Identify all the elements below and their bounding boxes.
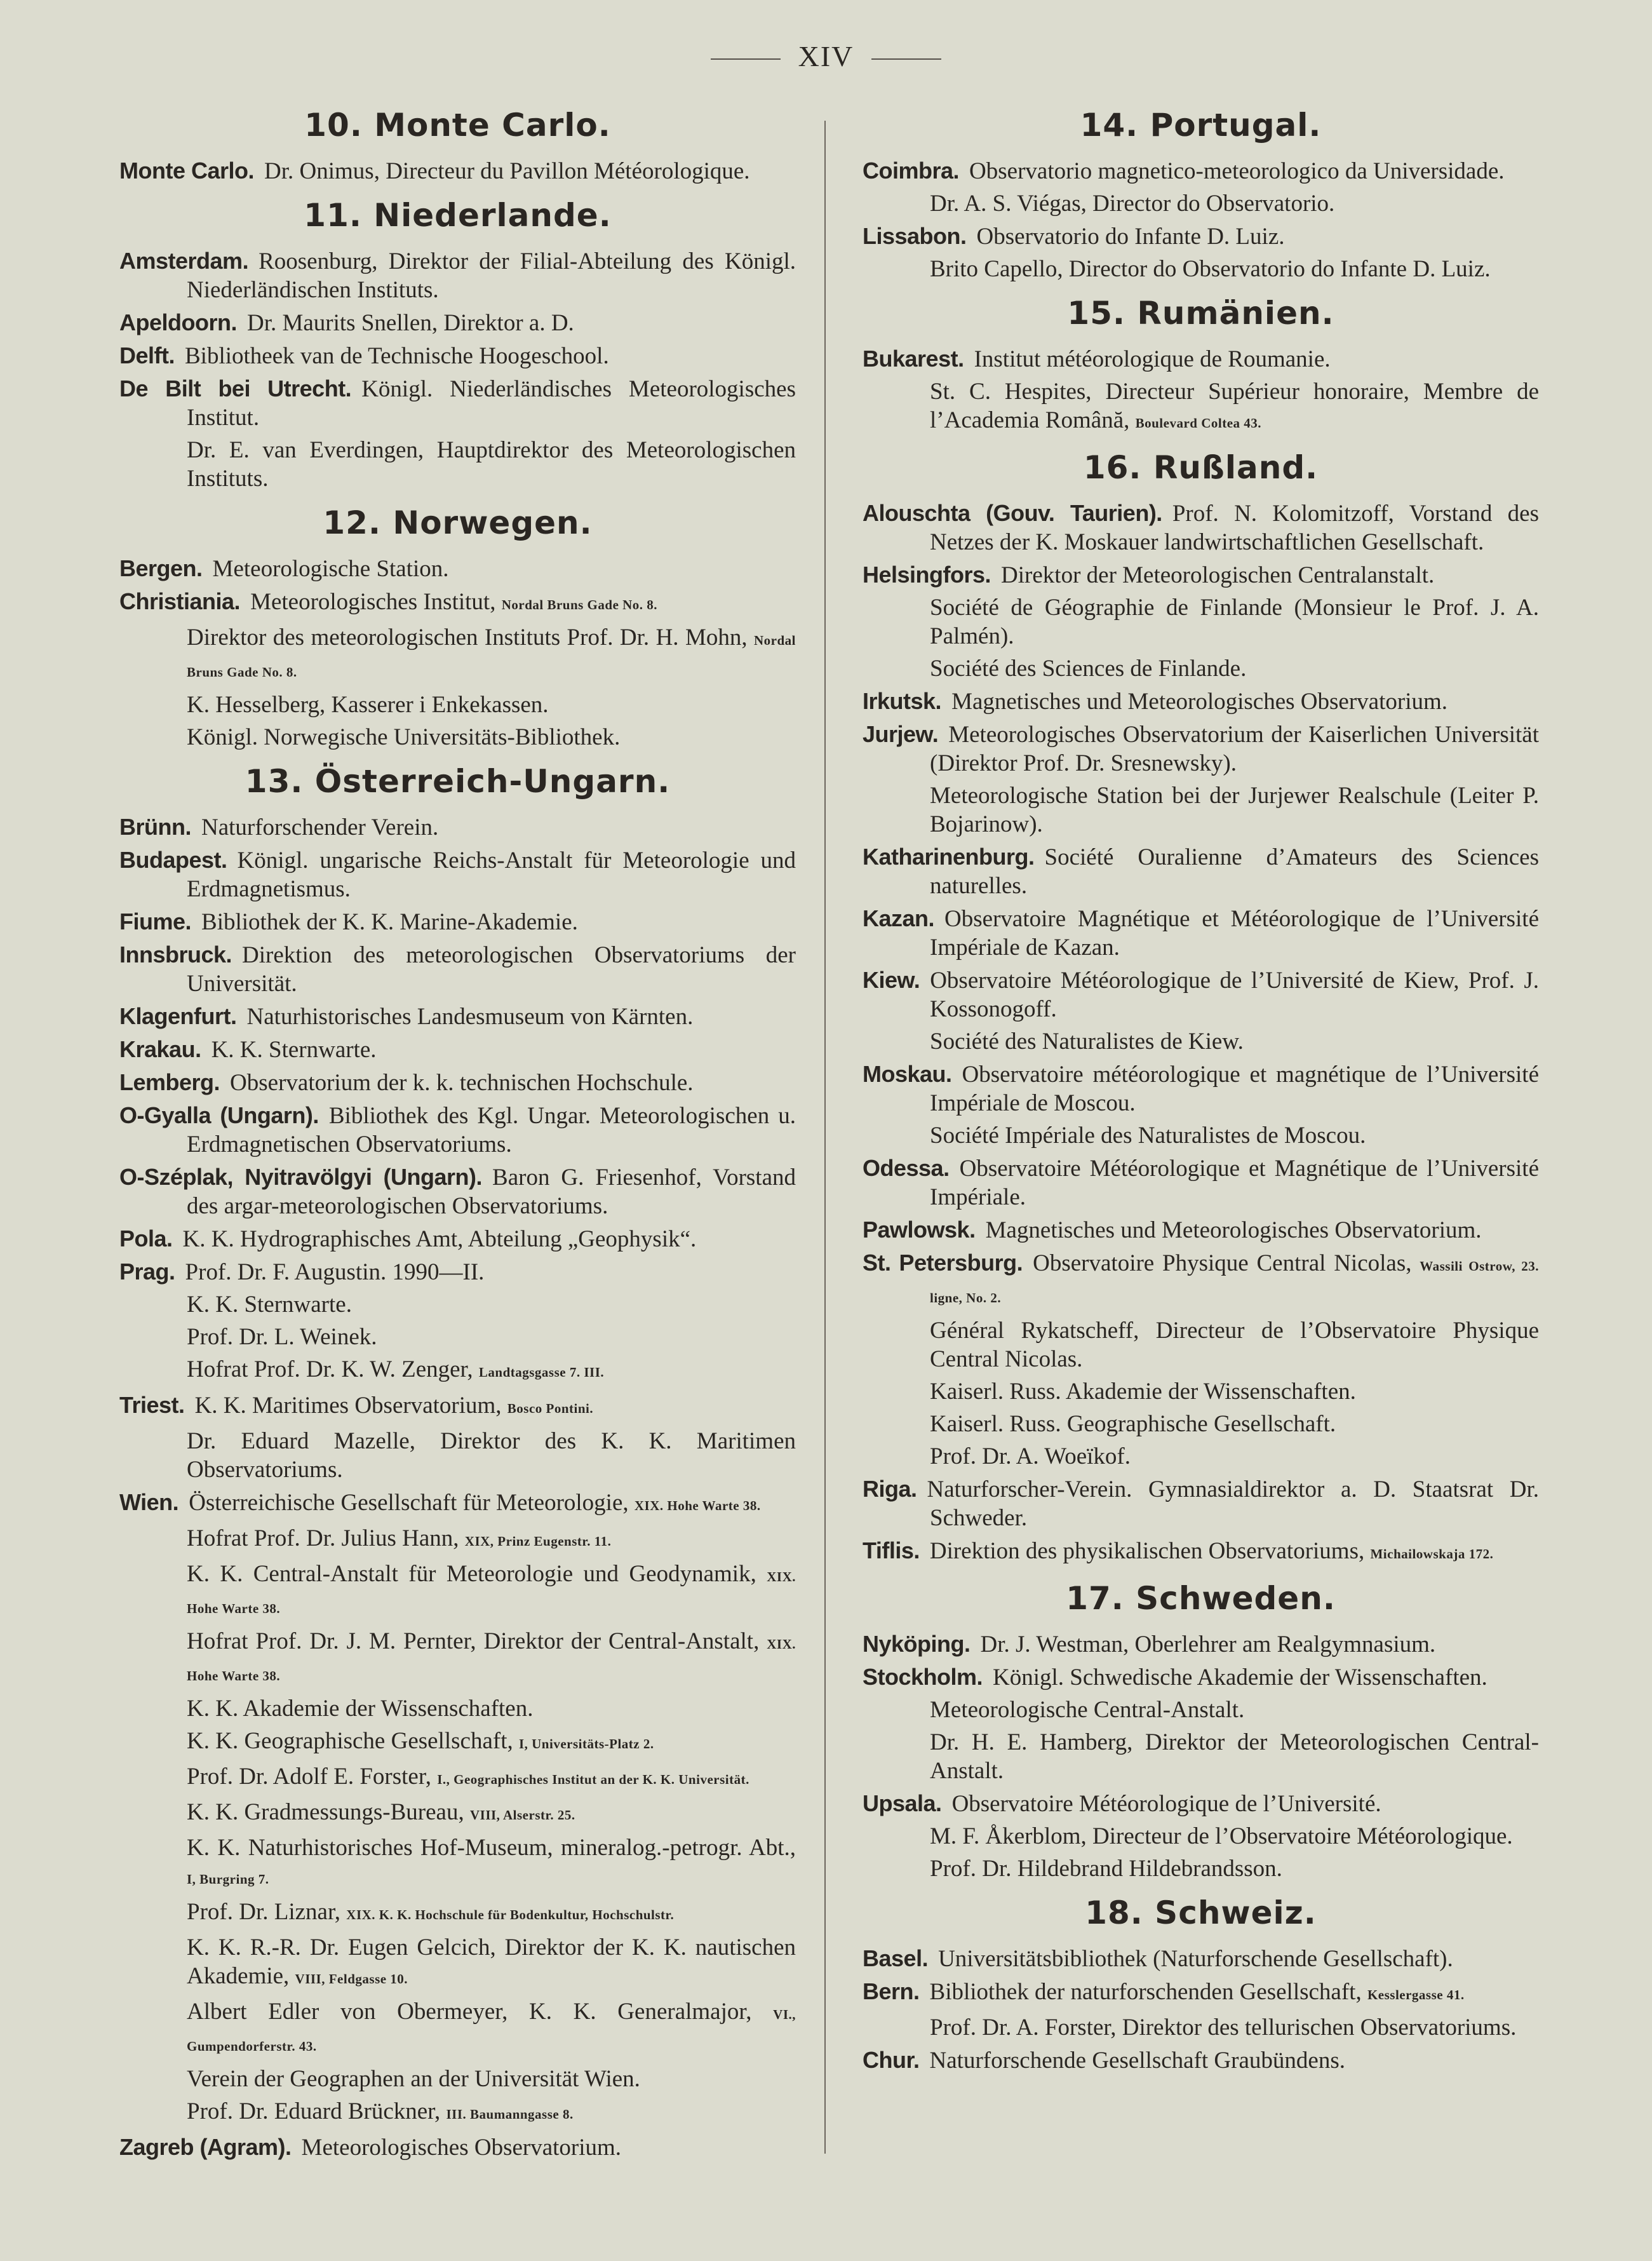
place-name: Kazan. [863,905,935,931]
directory-entry [119,1101,796,1159]
entry-text: Meteorologische Station. [212,556,449,582]
directory-entry [119,1035,796,1064]
place-name: Lissabon. [863,223,967,249]
entry-continuation [863,1027,1539,1056]
entry-text: Direktor des meteorologischen Instituts Prof. Dr. H. Mohn, [187,624,748,651]
entry-continuation [119,723,796,752]
directory-entry [863,1060,1539,1117]
address-note: Landtagsgasse 7. III. [478,1365,605,1380]
directory-entry [119,308,796,337]
address-note: VIII, Feldgasse 10. [295,1971,408,1987]
entry-text: Prof. Dr. A. Forster, Direktor des tellurischen Observatoriums. [930,2015,1517,2041]
directory-entry [119,1257,796,1286]
address-note: XIX. K. K. Hochschule für Bodenkultur, Hochschulstr. [346,1907,675,1922]
address-note: VI., Gumpendorferstr. 43. [187,2007,796,2054]
place-name: O-Gyalla (Ungarn). [119,1102,319,1128]
address-note: Michailowskaja 172. [1370,1546,1494,1562]
directory-entry [863,344,1539,374]
directory-entry [863,1248,1539,1313]
entry-text: Prof. N. Kolomitzoff, Vorstand des Netzes der K. Moskauer landwirtschaftlichen Gesellschaft. [930,501,1539,555]
place-name: Brünn. [119,814,191,840]
entry-continuation [863,255,1539,283]
place-name: Innsbruck. [119,942,232,968]
address-note: XIX. Hohe Warte 38. [187,1637,796,1684]
place-name: Stockholm. [863,1664,983,1690]
directory-entry [119,374,796,432]
place-name: Triest. [119,1392,185,1418]
entry-text: Bibliothek der naturforschenden Gesellschaft, [929,1979,1362,2005]
entry-continuation [863,1377,1539,1406]
entry-text: Magnetisches und Meteorologisches Observatorium. [985,1217,1482,1243]
entry-text: Direktor der Meteorologischen Centralanstalt. [1001,562,1435,588]
entry-text: K. Hesselberg, Kasserer i Enkekassen. [187,692,549,718]
entry-continuation [119,1524,796,1556]
entry-text: Meteorologische Station bei der Jurjewer Realschule (Leiter P. Bojarinow). [930,783,1539,837]
right-column [863,95,1539,2079]
entry-text: Société Impériale des Naturalistes de Moscou. [930,1123,1366,1149]
entry-text: K. K. Geographische Gesellschaft, [187,1728,513,1754]
entry-text: Dr. H. E. Hamberg, Direktor der Meteorologischen Central-Anstalt. [930,1729,1539,1784]
directory-entry [863,1977,1539,2009]
section-title: 12. Norwegen. [323,504,593,541]
entry-text: Magnetisches und Meteorologisches Observatorium. [951,689,1448,715]
place-name: Tiflis. [863,1537,920,1563]
place-name: Riga. [863,1476,917,1502]
entry-continuation [119,623,796,687]
entry-text: Dr. Maurits Snellen, Direktor a. D. [246,310,574,336]
entry-text: Albert Edler von Obermeyer, K. K. Generalmajor, [187,1999,752,2025]
place-name: Odessa. [863,1155,950,1181]
directory-entry [119,1224,796,1253]
place-name: Upsala. [863,1790,942,1816]
entry-text: Société des Naturalistes de Kiew. [930,1029,1244,1055]
section-title: 17. Schweden. [1066,1580,1336,1617]
directory-entry [119,1163,796,1220]
address-note: III. Baumanngasse 8. [446,2107,574,2122]
place-name: Krakau. [119,1036,201,1062]
entry-text: Naturforschende Gesellschaft Graubündens. [929,2048,1345,2074]
entry-text: Meteorologisches Observatorium der Kaiserlichen Universität (Direktor Prof. Dr. Sresnewsky). [930,722,1539,776]
entry-text: Meteorologisches Institut, [250,589,496,615]
entry-text: Bibliothek des Kgl. Ungar. Meteorologischen u. Erdmagnetischen Observatoriums. [187,1103,796,1157]
section-title: 16. Rußland. [1083,449,1319,486]
entry-continuation [863,189,1539,218]
place-name: Budapest. [119,847,227,873]
entry-text: K. K. Sternwarte. [211,1037,377,1063]
entry-text: Österreichische Gesellschaft für Meteorologie, [189,1490,629,1516]
address-note: Kesslergasse 41. [1367,1987,1465,2002]
directory-entry [119,1002,796,1031]
directory-entry [119,813,796,842]
entry-continuation [119,1627,796,1691]
entry-continuation [863,593,1539,651]
section-title: 14. Portugal. [1080,107,1322,144]
entry-text: Königl. Niederländisches Meteorologisches Institut. [187,376,796,431]
page-number-rule-right [871,58,941,60]
directory-entry [119,156,796,186]
directory-entry [863,842,1539,900]
section-title: 15. Rumänien. [1067,295,1334,332]
place-name: Nyköping. [863,1631,970,1657]
entry-continuation [119,1427,796,1484]
entry-continuation [863,1410,1539,1438]
entry-continuation [119,1694,796,1723]
directory-entry [863,222,1539,251]
entry-text: Verein der Geographen an der Universität Wien. [187,2066,640,2092]
entry-text: Prof. Dr. L. Weinek. [187,1324,377,1350]
entry-text: Prof. Dr. F. Augustin. 1990—II. [185,1259,485,1285]
page-number [0,39,1652,73]
entry-text: Meteorologische Central-Anstalt. [930,1697,1245,1723]
left-column [119,95,796,2166]
place-name: Klagenfurt. [119,1003,237,1029]
entry-continuation [119,1933,796,1994]
entry-continuation [863,1442,1539,1471]
entry-text: Dr. J. Westman, Oberlehrer am Realgymnasium. [980,1631,1436,1657]
entry-continuation [119,436,796,493]
place-name: Pawlowsk. [863,1217,976,1243]
place-name: Coimbra. [863,158,960,184]
entry-text: Königl. Norwegische Universitäts-Bibliothek. [187,724,621,750]
directory-entry [863,1663,1539,1692]
entry-continuation [863,377,1539,438]
entry-continuation [119,1560,796,1623]
place-name: Zagreb (Agram). [119,2134,292,2160]
entry-text: Hofrat Prof. Dr. Julius Hann, [187,1525,459,1551]
entry-continuation [119,2065,796,2093]
directory-entry [119,907,796,936]
entry-continuation [119,2097,796,2129]
entry-text: M. F. Åkerblom, Directeur de l’Observatoire Météorologique. [930,1823,1513,1849]
directory-entry [119,246,796,304]
directory-entry [119,846,796,903]
place-name: Irkutsk. [863,688,942,714]
address-note: XIX, Prinz Eugenstr. 11. [464,1534,612,1549]
entry-text: Dr. E. van Everdingen, Hauptdirektor des Meteorologischen Instituts. [187,437,796,492]
entry-continuation [863,1728,1539,1785]
place-name: Chur. [863,2047,920,2073]
place-name: Apeldoorn. [119,309,237,335]
directory-entry [863,720,1539,778]
entry-text: Kaiserl. Russ. Akademie der Wissenschaften. [930,1379,1356,1405]
entry-text: Prof. Dr. A. Woeïkof. [930,1443,1131,1469]
place-name: St. Petersburg. [863,1250,1023,1276]
entry-text: Observatorio do Infante D. Luiz. [976,224,1285,250]
entry-continuation [863,1854,1539,1883]
entry-text: Naturforschender Verein. [201,814,439,840]
directory-entry [863,560,1539,590]
address-note: Boulevard Coltea 43. [1135,415,1262,431]
entry-text: K. K. Maritimes Observatorium, [194,1393,502,1419]
directory-entry [119,940,796,998]
entry-text: Observatoire Météorologique et Magnétique de l’Université Impériale. [930,1156,1539,1210]
section-title: 18. Schweiz. [1085,1894,1317,1931]
entry-continuation [863,781,1539,839]
directory-entry [119,2133,796,2162]
entry-text: Prof. Dr. Liznar, [187,1899,341,1925]
entry-continuation [119,1833,796,1894]
directory-entry [119,1068,796,1097]
entry-text: Observatorium der k. k. technischen Hochschule. [230,1070,694,1096]
page-number-rule-left [711,58,781,60]
entry-continuation [119,1762,796,1794]
address-note: Nordal Bruns Gade No. 8. [187,633,796,680]
directory-entry [863,904,1539,962]
section-title: 13. Österreich-Ungarn. [245,763,671,800]
entry-continuation [863,654,1539,683]
entry-continuation [119,1727,796,1758]
entry-text: Bibliothek der K. K. Marine-Akademie. [201,909,578,935]
entry-text: K. K. Naturhistorisches Hof-Museum, mineralog.-petrogr. Abt., [187,1835,796,1861]
place-name: Christiania. [119,588,241,614]
entry-continuation [119,1290,796,1319]
entry-text: Direktion des meteorologischen Observatoriums der Universität. [187,942,796,997]
directory-entry [863,687,1539,716]
place-name: Helsingfors. [863,562,991,588]
place-name: Fiume. [119,908,192,935]
entry-text: Universitätsbibliothek (Naturforschende Gesellschaft). [938,1946,1453,1972]
place-name: Prag. [119,1259,175,1285]
entry-text: Königl. Schwedische Akademie der Wissenschaften. [993,1664,1487,1691]
directory-entry [863,1215,1539,1245]
entry-continuation [863,1316,1539,1373]
place-name: Bukarest. [863,346,964,372]
entry-text: Observatoire Météorologique de l’Université de Kiew, Prof. J. Kossonogoff. [930,968,1539,1022]
place-name: Kiew. [863,967,920,993]
entry-continuation [119,1355,796,1387]
place-name: Katharinenburg. [863,844,1035,870]
entry-text: Direktion des physikalischen Observatoriums, [929,1538,1365,1564]
entry-text: K. K. Central-Anstalt für Meteorologie und Geodynamik, [187,1561,756,1587]
address-note: Nordal Bruns Gade No. 8. [501,597,658,612]
directory-entry [863,499,1539,557]
place-name: Basel. [863,1945,929,1971]
directory-entry [863,1789,1539,1818]
entry-text: Dr. Eduard Mazelle, Direktor des K. K. Maritimen Observatoriums. [187,1428,796,1483]
directory-entry [863,966,1539,1023]
directory-entry [119,1391,796,1423]
directory-entry [119,554,796,583]
address-note: Wassili Ostrow, 23. ligne, No. 2. [930,1259,1540,1306]
entry-text: Général Rykatscheff, Directeur de l’Observatoire Physique Central Nicolas. [930,1318,1539,1372]
directory-entry [863,1475,1539,1532]
page-number-text: XIV [798,40,854,72]
directory-entry [863,156,1539,186]
place-name: Bern. [863,1978,920,2004]
entry-text: Naturforscher-Verein. Gymnasialdirektor a. D. Staatsrat Dr. Schweder. [927,1476,1539,1531]
directory-entry [119,587,796,619]
entry-text: K. K. Gradmessungs-Bureau, [187,1799,464,1825]
entry-text: St. C. Hespites, Directeur Supérieur honoraire, Membre de l’Academia Română, [930,379,1539,433]
entry-continuation [119,691,796,719]
section-title: 11. Niederlande. [304,197,612,234]
place-name: Pola. [119,1225,173,1252]
directory-entry [863,1630,1539,1659]
address-note: Bosco Pontini. [507,1401,594,1416]
entry-text: K. K. R.-R. Dr. Eugen Gelcich, Direktor der K. K. nautischen Akademie, [187,1934,796,1989]
entry-continuation [863,2013,1539,2042]
address-note: I., Geographisches Institut an der K. K. Universität. [437,1772,749,1787]
directory-entry [863,1536,1539,1569]
place-name: Bergen. [119,555,203,581]
entry-text: K. K. Akademie der Wissenschaften. [187,1696,534,1722]
entry-text: Observatoire Physique Central Nicolas, [1033,1250,1412,1276]
entry-continuation [863,1822,1539,1851]
entry-text: Observatoire météorologique et magnétique de l’Université Impériale de Moscou. [930,1062,1539,1116]
place-name: De Bilt bei Utrecht. [119,375,352,402]
directory-entry [863,1154,1539,1211]
entry-text: Dr. Onimus, Directeur du Pavillon Météorologique. [264,158,750,184]
address-note: I, Burgring 7. [187,1872,269,1887]
address-note: XIX. Hohe Warte 38. [634,1498,761,1513]
entry-text: Prof. Dr. Eduard Brückner, [187,2098,441,2124]
address-note: I, Universitäts-Platz 2. [518,1736,654,1751]
entry-continuation [119,1898,796,1929]
place-name: Lemberg. [119,1069,220,1095]
address-note: XIX. Hohe Warte 38. [187,1569,796,1616]
place-name: Amsterdam. [119,248,249,274]
entry-text: Société Ouralienne d’Amateurs des Sciences naturelles. [930,844,1539,899]
place-name: Delft. [119,342,175,368]
entry-text: Société de Géographie de Finlande (Monsieur le Prof. J. A. Palmén). [930,595,1539,649]
entry-text: Roosenburg, Direktor der Filial-Abteilung des Königl. Niederländischen Instituts. [187,248,796,303]
column-divider [824,121,826,2154]
address-note: VIII, Alserstr. 25. [469,1807,575,1823]
entry-text: Observatoire Magnétique et Météorologique de l’Université Impériale de Kazan. [930,906,1539,961]
place-name: Jurjew. [863,721,939,747]
directory-entry [863,2046,1539,2075]
directory-entry [119,1488,796,1520]
entry-text: Prof. Dr. Adolf E. Forster, [187,1764,431,1790]
entry-text: Observatoire Météorologique de l’Université. [951,1791,1381,1817]
entry-text: K. K. Hydrographisches Amt, Abteilung „Geophysik“. [182,1226,697,1252]
entry-text: Société des Sciences de Finlande. [930,656,1247,682]
entry-text: Hofrat Prof. Dr. J. M. Pernter, Direktor der Central-Anstalt, [187,1628,760,1654]
entry-text: K. K. Sternwarte. [187,1292,352,1318]
entry-text: Meteorologisches Observatorium. [301,2135,622,2161]
entry-text: Kaiserl. Russ. Geographische Gesellschaft. [930,1411,1336,1437]
entry-continuation [119,1323,796,1351]
entry-continuation [119,1997,796,2061]
entry-text: Brito Capello, Director do Observatorio do Infante D. Luiz. [930,256,1491,282]
entry-continuation [863,1121,1539,1150]
entry-continuation [863,1696,1539,1724]
place-name: Wien. [119,1489,179,1515]
entry-continuation [119,1798,796,1830]
entry-text: Baron G. Friesenhof, Vorstand des argar-meteorologischen Observatoriums. [187,1164,796,1219]
entry-text: Observatorio magnetico-meteorologico da Universidade. [969,158,1505,184]
section-title: 10. Monte Carlo. [304,107,611,144]
place-name: O-Széplak, Nyitravölgyi (Ungarn). [119,1164,483,1190]
entry-text: Dr. A. S. Viégas, Director do Observatorio. [930,191,1335,217]
entry-text: Bibliotheek van de Technische Hoogeschool. [185,343,609,369]
entry-text: Institut météorologique de Roumanie. [974,346,1331,372]
entry-text: Königl. ungarische Reichs-Anstalt für Meteorologie und Erdmagnetismus. [187,847,796,902]
directory-entry [863,1944,1539,1973]
entry-text: Naturhistorisches Landesmuseum von Kärnten. [246,1004,694,1030]
directory-entry [119,341,796,370]
place-name: Alouschta (Gouv. Taurien). [863,500,1162,526]
entry-text: Hofrat Prof. Dr. K. W. Zenger, [187,1356,473,1382]
place-name: Moskau. [863,1061,952,1087]
place-name: Monte Carlo. [119,158,255,184]
entry-text: Prof. Dr. Hildebrand Hildebrandsson. [930,1856,1282,1882]
